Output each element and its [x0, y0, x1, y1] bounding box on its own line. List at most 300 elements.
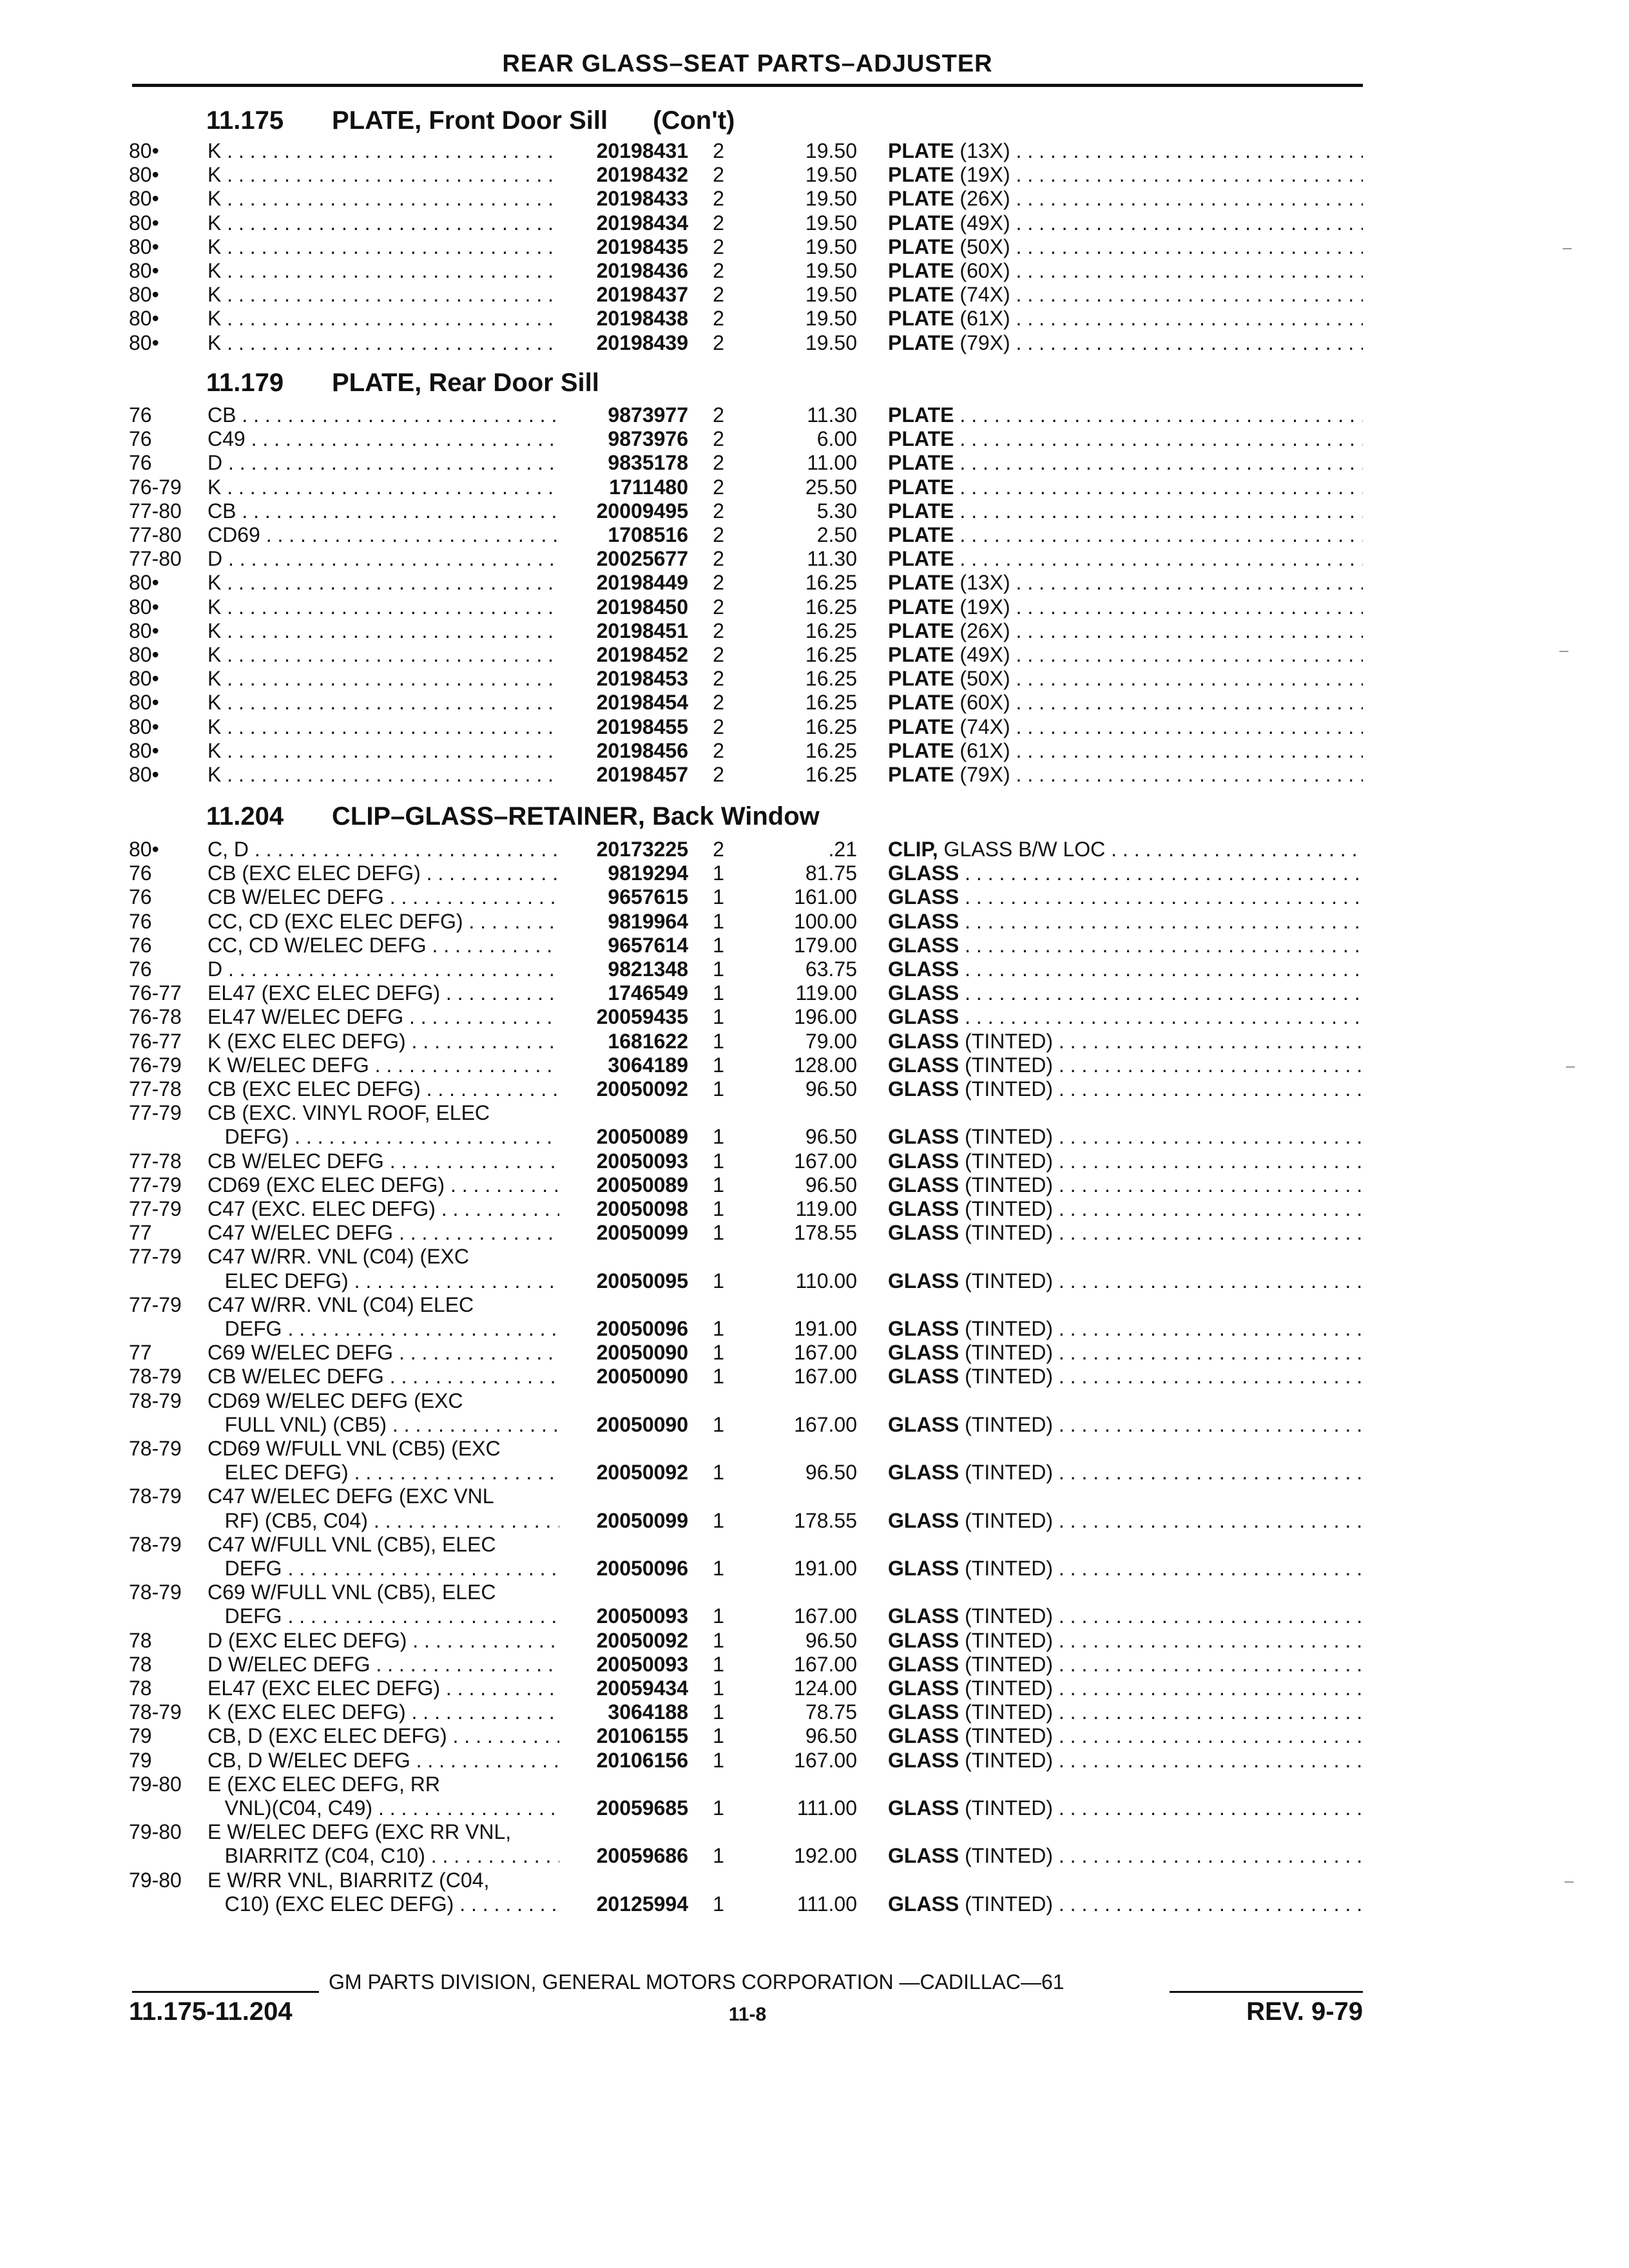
- list-price: 19.50: [805, 139, 857, 162]
- table-row: [0, 1700, 1629, 1724]
- table-row: [0, 1317, 1629, 1340]
- part-note: (TINTED) . . .: [965, 1365, 1363, 1388]
- model-year: 80•: [129, 163, 159, 187]
- application-desc: C49 . . .: [207, 427, 559, 450]
- quantity: 2: [713, 595, 724, 619]
- part-name-cell: [888, 1749, 1363, 1772]
- scan-mark: [1565, 1881, 1574, 1883]
- part-note: (TINTED) . . .: [965, 1749, 1363, 1772]
- part-number: 20198435: [596, 235, 688, 258]
- part-name-cell: [888, 1317, 1363, 1340]
- part-name: PLATE: [888, 547, 954, 571]
- part-name: GLASS: [888, 1724, 959, 1748]
- part-name-cell: [888, 1677, 1363, 1700]
- table-row: [0, 403, 1629, 427]
- quantity: 1: [713, 885, 724, 909]
- quantity: 2: [713, 451, 724, 475]
- list-price: 16.25: [805, 643, 857, 666]
- part-note: (TINTED) . . .: [965, 1677, 1363, 1700]
- part-name: PLATE: [888, 235, 954, 258]
- application-desc: K . . .: [207, 476, 559, 499]
- model-year: 80•: [129, 283, 159, 307]
- part-name: GLASS: [888, 861, 959, 885]
- part-name: GLASS: [888, 1173, 959, 1196]
- part-note: GLASS B/W LOC . . .: [944, 838, 1363, 861]
- application-desc: K . . .: [207, 259, 559, 282]
- model-year: 76: [129, 957, 152, 981]
- table-row: [0, 1437, 1629, 1460]
- list-price: 16.25: [805, 595, 857, 619]
- part-name: GLASS: [888, 957, 959, 981]
- application-desc: C47 W/ELEC DEFG . . .: [207, 1221, 559, 1244]
- model-year: 79-80: [129, 1820, 182, 1844]
- part-name: GLASS: [888, 1652, 959, 1676]
- part-name: PLATE: [888, 523, 954, 546]
- list-price: 16.25: [805, 763, 857, 786]
- table-row: [0, 691, 1629, 714]
- part-name: PLATE: [888, 619, 954, 642]
- application-desc: K W/ELEC DEFG . . .: [207, 1053, 559, 1077]
- list-price: 5.30: [816, 499, 857, 523]
- model-year: 77: [129, 1221, 152, 1245]
- part-name-cell: [888, 739, 1363, 762]
- model-year: 80•: [129, 643, 159, 666]
- model-year: 80•: [129, 738, 159, 762]
- part-number: 9819294: [608, 861, 688, 885]
- part-note: (TINTED) . . .: [965, 1700, 1363, 1724]
- list-price: 119.00: [795, 1197, 857, 1220]
- part-number: 20125994: [596, 1892, 688, 1916]
- application-desc: CD69 W/FULL VNL (CB5) (EXC: [207, 1437, 501, 1460]
- quantity: 1: [713, 1508, 724, 1532]
- model-year: 76: [129, 861, 152, 885]
- part-name: GLASS: [888, 1796, 959, 1820]
- part-name: GLASS: [888, 1604, 959, 1628]
- list-price: 19.50: [805, 331, 857, 354]
- part-name-cell: [888, 1197, 1363, 1220]
- part-name-cell: [888, 1365, 1363, 1388]
- model-year: 76-77: [129, 1029, 182, 1053]
- part-note: (19X) . . .: [959, 595, 1363, 619]
- application-desc: K . . .: [207, 163, 559, 186]
- part-note: [959, 476, 1363, 499]
- part-number: 20025677: [596, 547, 688, 571]
- quantity: 2: [713, 187, 724, 211]
- part-note: (TINTED) . . .: [965, 1796, 1363, 1820]
- part-name: PLATE: [888, 571, 954, 595]
- part-number: 20050093: [596, 1652, 688, 1676]
- application-desc: C10) (EXC ELEC DEFG) . . .: [207, 1892, 559, 1916]
- application-desc: K . . .: [207, 619, 559, 642]
- part-name: PLATE: [888, 187, 954, 211]
- part-number: 20198454: [596, 691, 688, 715]
- list-price: 96.50: [805, 1077, 857, 1100]
- list-price: 178.55: [794, 1221, 857, 1245]
- part-name: GLASS: [888, 1221, 959, 1245]
- application-desc: K . . .: [207, 691, 559, 714]
- part-number: 20050092: [596, 1077, 688, 1100]
- table-row: [0, 1389, 1629, 1412]
- table-row: [0, 1293, 1629, 1316]
- part-name: PLATE: [888, 331, 954, 354]
- table-row: [0, 211, 1629, 235]
- model-year: 78: [129, 1677, 152, 1700]
- application-desc: CD69 (EXC ELEC DEFG) . . .: [207, 1173, 559, 1196]
- part-number: 20059435: [596, 1005, 688, 1029]
- part-name: PLATE: [888, 163, 954, 187]
- table-row: [0, 1533, 1629, 1556]
- part-name-cell: [888, 957, 1363, 981]
- table-row: [0, 1030, 1629, 1053]
- model-year: 76-77: [129, 981, 182, 1005]
- part-name-cell: [888, 643, 1363, 666]
- list-price: 81.75: [805, 861, 857, 885]
- part-name-cell: [888, 163, 1363, 186]
- application-desc: K . . .: [207, 139, 559, 162]
- part-name-cell: [888, 1724, 1363, 1747]
- quantity: 1: [713, 1604, 724, 1628]
- quantity: 2: [713, 331, 724, 354]
- part-name-cell: [888, 1053, 1363, 1077]
- part-name-cell: [888, 1005, 1363, 1028]
- list-price: 96.50: [805, 1461, 857, 1485]
- list-price: 78.75: [805, 1700, 857, 1724]
- list-price: 19.50: [805, 235, 857, 258]
- application-desc: D . . .: [207, 957, 559, 981]
- part-name-cell: [888, 1557, 1363, 1580]
- quantity: 1: [713, 1748, 724, 1772]
- table-row: [0, 1221, 1629, 1244]
- list-price: 124.00: [794, 1677, 857, 1700]
- part-name: GLASS: [888, 1844, 959, 1868]
- model-year: 79: [129, 1748, 152, 1772]
- application-desc: K (EXC ELEC DEFG) . . .: [207, 1030, 559, 1053]
- part-name-cell: [888, 934, 1363, 957]
- quantity: 2: [713, 523, 724, 546]
- quantity: 1: [713, 1005, 724, 1029]
- model-year: 77-78: [129, 1077, 182, 1100]
- part-name: GLASS: [888, 1748, 959, 1772]
- part-name: PLATE: [888, 427, 954, 451]
- table-row: [0, 1844, 1629, 1867]
- part-number: 20050099: [596, 1508, 688, 1532]
- part-name: GLASS: [888, 909, 959, 933]
- scan-mark: [1559, 651, 1568, 652]
- model-year: 78-79: [129, 1700, 182, 1724]
- application-desc: ELEC DEFG) . . .: [207, 1461, 559, 1484]
- part-note: (TINTED) . . .: [965, 1341, 1363, 1364]
- table-row: [0, 1269, 1629, 1293]
- part-note: [959, 499, 1363, 523]
- application-desc: E W/ELEC DEFG (EXC RR VNL,: [207, 1820, 512, 1844]
- part-note: [965, 1005, 1363, 1028]
- quantity: 1: [713, 1461, 724, 1485]
- application-desc: K . . .: [207, 571, 559, 594]
- table-row: [0, 307, 1629, 330]
- section-number: 11.175: [206, 106, 284, 135]
- part-name: PLATE: [888, 763, 954, 786]
- part-name-cell: [888, 476, 1363, 499]
- part-name: PLATE: [888, 403, 954, 427]
- table-row: [0, 1413, 1629, 1436]
- part-note: (TINTED) . . .: [965, 1149, 1363, 1173]
- part-note: (74X) . . .: [959, 715, 1363, 738]
- part-note: (19X) . . .: [959, 163, 1363, 186]
- application-desc: ELEC DEFG) . . .: [207, 1269, 559, 1293]
- part-number: 20050089: [596, 1125, 688, 1149]
- part-note: (79X) . . .: [959, 763, 1363, 786]
- list-price: 167.00: [794, 1604, 857, 1628]
- part-name-cell: [888, 838, 1363, 861]
- part-name-cell: [888, 523, 1363, 546]
- table-row: [0, 259, 1629, 282]
- part-number: 3064188: [608, 1700, 688, 1724]
- list-price: 11.30: [807, 403, 857, 427]
- quantity: 1: [713, 1700, 724, 1724]
- quantity: 2: [713, 691, 724, 715]
- part-name-cell: [888, 1221, 1363, 1244]
- model-year: 80•: [129, 691, 159, 715]
- table-row: [0, 163, 1629, 186]
- application-desc: K . . .: [207, 331, 559, 354]
- part-name: GLASS: [888, 1149, 959, 1173]
- quantity: 2: [713, 838, 724, 861]
- table-row: [0, 427, 1629, 450]
- quantity: 2: [713, 139, 724, 162]
- quantity: 2: [713, 547, 724, 571]
- model-year: 78-79: [129, 1532, 182, 1556]
- part-name-cell: [888, 595, 1363, 619]
- application-desc: CB (EXC ELEC DEFG) . . .: [207, 861, 559, 885]
- quantity: 1: [713, 1365, 724, 1389]
- part-number: 9835178: [608, 451, 688, 475]
- list-price: 25.50: [805, 475, 857, 499]
- quantity: 1: [713, 1053, 724, 1077]
- application-desc: C69 W/FULL VNL (CB5), ELEC: [207, 1581, 496, 1604]
- part-name-cell: [888, 1030, 1363, 1053]
- application-desc: DEFG . . .: [207, 1604, 559, 1628]
- list-price: 191.00: [794, 1557, 857, 1580]
- part-number: 3064189: [608, 1053, 688, 1077]
- part-name-cell: [888, 1125, 1363, 1148]
- model-year: 80•: [129, 259, 159, 282]
- model-year: 80•: [129, 619, 159, 642]
- part-name: PLATE: [888, 475, 954, 499]
- table-row: [0, 739, 1629, 762]
- part-name: PLATE: [888, 667, 954, 691]
- table-row: [0, 861, 1629, 885]
- section-heading: [206, 369, 599, 398]
- model-year: 76: [129, 933, 152, 957]
- part-name: PLATE: [888, 715, 954, 738]
- table-row: [0, 547, 1629, 570]
- part-number: 20050096: [596, 1317, 688, 1340]
- model-year: 76: [129, 909, 152, 933]
- table-row: [0, 1077, 1629, 1100]
- table-row: [0, 1892, 1629, 1916]
- part-name: PLATE: [888, 595, 954, 619]
- application-desc: CD69 . . .: [207, 523, 559, 546]
- table-row: [0, 838, 1629, 861]
- table-row: [0, 1581, 1629, 1604]
- table-row: [0, 1101, 1629, 1124]
- model-year: 80•: [129, 763, 159, 786]
- application-desc: D (EXC ELEC DEFG) . . .: [207, 1629, 559, 1652]
- part-note: (TINTED) . . .: [965, 1629, 1363, 1652]
- table-row: [0, 1173, 1629, 1196]
- part-note: (TINTED) . . .: [965, 1173, 1363, 1196]
- part-number: 20198457: [596, 763, 688, 786]
- application-desc: EL47 (EXC ELEC DEFG) . . .: [207, 1677, 559, 1700]
- list-price: 19.50: [805, 283, 857, 307]
- table-row: [0, 981, 1629, 1004]
- table-row: [0, 331, 1629, 354]
- part-note: (TINTED) . . .: [965, 1077, 1363, 1100]
- page-header-title: REAR GLASS–SEAT PARTS–ADJUSTER: [502, 50, 993, 77]
- model-year: 77-80: [129, 547, 182, 571]
- application-desc: C, D . . .: [207, 838, 559, 861]
- application-desc: K . . .: [207, 283, 559, 306]
- quantity: 1: [713, 1628, 724, 1652]
- application-desc: K (EXC ELEC DEFG) . . .: [207, 1700, 559, 1724]
- quantity: 2: [713, 235, 724, 258]
- part-name-cell: [888, 885, 1363, 908]
- section-heading: [206, 802, 820, 831]
- header-rule: [132, 84, 1363, 87]
- part-note: [965, 910, 1363, 933]
- quantity: 1: [713, 933, 724, 957]
- part-number: 20050099: [596, 1221, 688, 1245]
- model-year: 80•: [129, 187, 159, 211]
- part-number: 20050095: [596, 1269, 688, 1293]
- part-note: [959, 547, 1363, 570]
- quantity: 1: [713, 1125, 724, 1149]
- application-desc: RF) (CB5, C04) . . .: [207, 1509, 559, 1532]
- list-price: 96.50: [805, 1173, 857, 1196]
- list-price: 11.30: [807, 547, 857, 571]
- list-price: 79.00: [805, 1029, 857, 1053]
- table-row: [0, 476, 1629, 499]
- model-year: 79: [129, 1724, 152, 1748]
- part-number: 20106156: [596, 1748, 688, 1772]
- section-number: 11.204: [206, 802, 284, 831]
- list-price: 167.00: [794, 1652, 857, 1676]
- part-name: CLIP,: [888, 838, 938, 861]
- list-price: 11.00: [807, 451, 857, 475]
- table-row: [0, 571, 1629, 594]
- part-note: [965, 957, 1363, 981]
- quantity: 2: [713, 643, 724, 666]
- section-number: 11.179: [206, 369, 284, 397]
- list-price: 19.50: [805, 211, 857, 235]
- part-name: GLASS: [888, 885, 959, 909]
- model-year: 76-79: [129, 1053, 182, 1077]
- application-desc: CB W/ELEC DEFG . . .: [207, 1149, 559, 1173]
- table-row: [0, 1796, 1629, 1820]
- application-desc: K . . .: [207, 643, 559, 666]
- part-name-cell: [888, 1077, 1363, 1100]
- model-year: 76: [129, 403, 152, 427]
- model-year: 80•: [129, 838, 159, 861]
- application-desc: K . . .: [207, 763, 559, 786]
- list-price: 19.50: [805, 307, 857, 331]
- application-desc: C47 W/FULL VNL (CB5), ELEC: [207, 1532, 496, 1556]
- part-note: [959, 523, 1363, 546]
- part-number: 20050096: [596, 1557, 688, 1580]
- part-name: GLASS: [888, 1029, 959, 1053]
- part-note: (74X) . . .: [959, 283, 1363, 306]
- part-name-cell: [888, 861, 1363, 885]
- part-note: [965, 885, 1363, 908]
- section-title: PLATE, Rear Door Sill: [332, 369, 599, 397]
- list-price: 16.25: [805, 738, 857, 762]
- model-year: 78: [129, 1652, 152, 1676]
- application-desc: K . . .: [207, 667, 559, 690]
- part-name: PLATE: [888, 451, 954, 475]
- table-row: [0, 1005, 1629, 1028]
- list-price: 16.25: [805, 619, 857, 642]
- part-name-cell: [888, 1653, 1363, 1676]
- part-name: GLASS: [888, 1269, 959, 1293]
- model-year: 76-79: [129, 475, 182, 499]
- part-name-cell: [888, 763, 1363, 786]
- application-desc: VNL)(C04, C49) . . .: [207, 1796, 559, 1820]
- footer-revision: REV. 9-79: [1246, 1997, 1363, 2026]
- application-desc: CB, D (EXC ELEC DEFG) . . .: [207, 1724, 559, 1747]
- part-name: GLASS: [888, 1005, 959, 1029]
- part-name: GLASS: [888, 1077, 959, 1100]
- quantity: 2: [713, 475, 724, 499]
- model-year: 80•: [129, 211, 159, 235]
- table-row: [0, 1724, 1629, 1747]
- part-note: (TINTED) . . .: [965, 1724, 1363, 1747]
- model-year: 77-79: [129, 1197, 182, 1220]
- part-name-cell: [888, 1700, 1363, 1724]
- part-name-cell: [888, 451, 1363, 474]
- list-price: .21: [828, 838, 857, 861]
- part-note: (TINTED) . . .: [965, 1221, 1363, 1244]
- footer-division: GM PARTS DIVISION, GENERAL MOTORS CORPORATION —CADILLAC—61: [329, 1970, 1065, 1994]
- list-price: 178.55: [794, 1508, 857, 1532]
- table-row: [0, 283, 1629, 306]
- part-number: 20009495: [596, 499, 688, 523]
- part-note: [959, 427, 1363, 450]
- section-title: PLATE, Front Door Sill: [332, 106, 608, 135]
- part-number: 1681622: [608, 1029, 688, 1053]
- part-note: (TINTED) . . .: [965, 1604, 1363, 1628]
- part-name-cell: [888, 1173, 1363, 1196]
- section-continued: (Con't): [653, 106, 735, 135]
- quantity: 1: [713, 1341, 724, 1365]
- part-note: (TINTED) . . .: [965, 1653, 1363, 1676]
- table-row: [0, 1461, 1629, 1484]
- part-name-cell: [888, 427, 1363, 450]
- application-desc: DEFG) . . .: [207, 1125, 559, 1148]
- part-note: (TINTED) . . .: [965, 1317, 1363, 1340]
- part-note: (79X) . . .: [959, 331, 1363, 354]
- quantity: 1: [713, 1844, 724, 1868]
- part-name: PLATE: [888, 307, 954, 331]
- table-row: [0, 1365, 1629, 1388]
- table-row: [0, 235, 1629, 258]
- part-number: 9873977: [608, 403, 688, 427]
- part-number: 1711480: [609, 475, 688, 499]
- model-year: 76: [129, 885, 152, 909]
- quantity: 1: [713, 1317, 724, 1340]
- model-year: 80•: [129, 595, 159, 619]
- table-row: [0, 1629, 1629, 1652]
- model-year: 77-80: [129, 499, 182, 523]
